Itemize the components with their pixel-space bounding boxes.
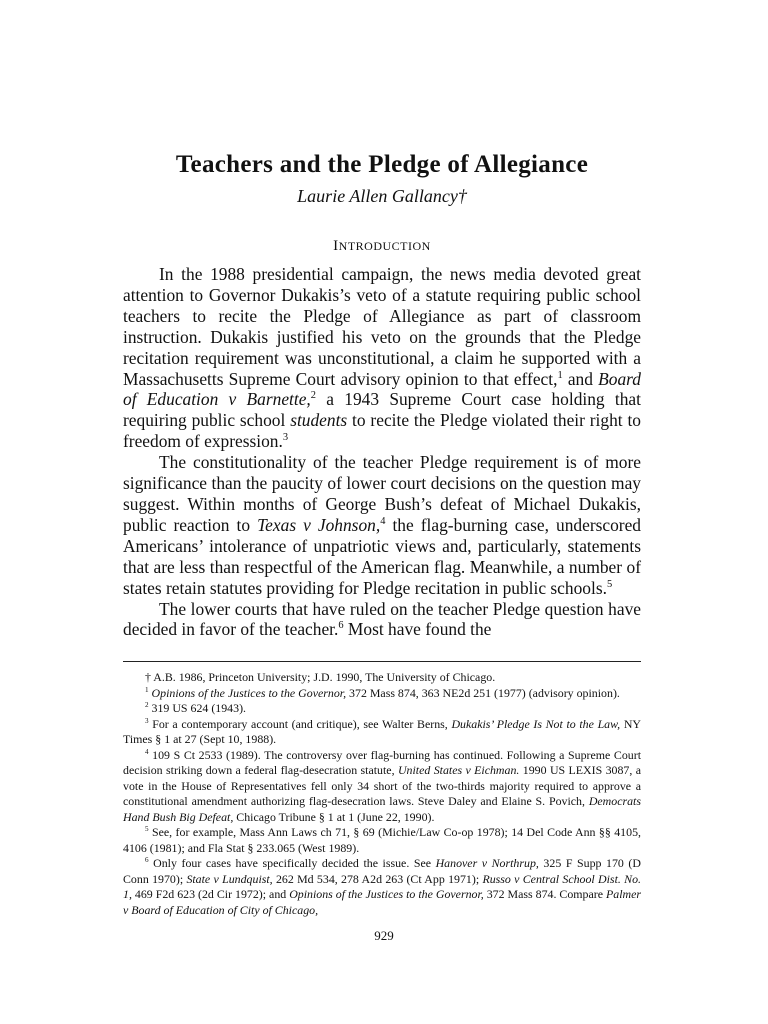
- text-run: and: [562, 368, 599, 389]
- italic-text: Texas v Johnson,: [257, 514, 381, 535]
- italic-text: Democrats Hand Bush Big Defeat,: [123, 794, 641, 824]
- page-number: 929: [374, 928, 394, 943]
- section-heading-initial: I: [333, 238, 339, 254]
- article-title: Teachers and the Pledge of Allegiance: [175, 151, 589, 178]
- section-heading-introduction: [123, 236, 641, 256]
- italic-text: Board of Education v Barnette,: [123, 368, 641, 410]
- footnote-ref: 1: [557, 369, 563, 381]
- text-run: 319 US 624 (1943).: [148, 701, 246, 716]
- article-author: [123, 185, 641, 207]
- text-run: † A.B. 1986, Princeton University; J.D. 1990, The University of Chicago.: [145, 670, 496, 685]
- italic-text: United States v Eichman.: [397, 763, 520, 778]
- italic-text: Dukakis’ Pledge Is Not to the Law,: [451, 716, 621, 731]
- footnote-ref: 4: [380, 516, 386, 528]
- text-run: 372 Mass 874. Compare: [483, 887, 606, 902]
- italic-text: Opinions of the Justices to the Governor,: [151, 685, 347, 700]
- text-run: 372 Mass 874, 363 NE2d 251 (1977) (advisory opinion).: [346, 685, 620, 700]
- italic-text: State v Lundquist,: [186, 871, 273, 886]
- footnote: [123, 748, 641, 826]
- italic-text: Palmer v Board of Education of City of Chicago,: [123, 887, 641, 917]
- text-run: the flag-burning case, underscored Americans’ intolerance of unpatriotic views and, particularly, statements that are less than respectful of the American flag. Meanwhile, a number of states retain statutes providing for Pledge recitation in public schools.: [123, 514, 641, 598]
- footnote-separator: [123, 661, 641, 662]
- text-run: 262 Md 534, 278 A2d 263 (Ct App 1971);: [272, 871, 483, 886]
- footnote: [123, 825, 641, 856]
- text-run: See, for example, Mass Ann Laws ch 71, § 69 (Michie/Law Co-op 1978); 14 Del Code Ann §§ 4105, 4106 (1981); and Fla Stat § 233.065 (West 1989).: [123, 825, 641, 855]
- footnote: [123, 686, 641, 702]
- text-run: to recite the Pledge violated their right to freedom of expression.: [123, 410, 641, 452]
- italic-text: Russo v Central School Dist. No. 1,: [123, 871, 641, 902]
- body-paragraph: [123, 599, 641, 641]
- footnote: [123, 856, 641, 918]
- text-run: NY Times § 1 at 27 (Sept 10, 1988).: [123, 716, 641, 747]
- footnote-ref: 6: [145, 856, 149, 865]
- text-run: In the 1988 presidential campaign, the news media devoted great attention to Governor Dukakis’s veto of a statute requiring public school teachers to recite the Pledge of Allegiance as part of classroom instruction. Dukakis justified his veto on the grounds that the Pledge recitation requirement was unconstitutional, a claim he supported with a Massachusetts Supreme Court advisory opinion to that effect,: [123, 264, 641, 389]
- article-page: [123, 150, 641, 918]
- footnote-ref: 4: [145, 747, 149, 756]
- italic-text: Hanover v Northrup,: [435, 856, 539, 871]
- body-paragraph: [123, 452, 641, 598]
- footnote-ref: 5: [606, 578, 613, 590]
- text-run: 469 F2d 623 (2d Cir 1972); and: [131, 887, 290, 902]
- footnotes: [123, 670, 641, 918]
- section-heading-rest: NTRODUCTION: [338, 239, 431, 253]
- footnote-ref: 1: [145, 685, 149, 694]
- footnote: [123, 701, 641, 717]
- italic-text: students: [290, 410, 348, 431]
- footnote-ref: 2: [145, 701, 149, 710]
- text-run: 109 S Ct 2533 (1989). The controversy over flag-burning has continued. Following a Supreme Court decision striking down a federal flag-desecration statute,: [123, 747, 641, 778]
- italic-text: Opinions of the Justices to the Governor,: [289, 887, 484, 902]
- text-run: Only four cases have specifically decided the issue. See: [148, 856, 436, 871]
- footnote-ref: 3: [145, 716, 149, 725]
- body-paragraph: [123, 264, 641, 452]
- text-run: Most have found the: [343, 619, 492, 640]
- footnote-ref: 2: [310, 390, 316, 402]
- body-text: [123, 264, 641, 640]
- footnote-ref: 5: [145, 825, 149, 834]
- text-run: For a contemporary account (and critique), see Walter Berns,: [148, 716, 452, 731]
- text-run: The lower courts that have ruled on the teacher Pledge question have decided in favor of the teacher.: [123, 598, 641, 640]
- author-name: Laurie Allen Gallancy: [297, 186, 458, 206]
- footnote: [123, 670, 641, 686]
- text-run: 1990 US LEXIS 3087, a vote in the House of Representatives fell only 34 short of the two-thirds majority required to approve a constitutional amendment authorizing flag-desecration laws. Steve Daley and Elaine S. Povich,: [123, 763, 642, 809]
- footnote-ref: 3: [282, 432, 289, 444]
- text-run: 325 F Supp 170 (D Conn 1970);: [123, 856, 641, 886]
- text-run: a 1943 Supreme Court case holding that requiring public school: [123, 389, 641, 431]
- footnote: [123, 717, 641, 748]
- text-run: Chicago Tribune § 1 at 1 (June 22, 1990).: [233, 809, 435, 824]
- author-footnote-mark: †: [457, 186, 467, 206]
- text-run: The constitutionality of the teacher Pledge requirement is of more significance than the paucity of lower court decisions on the question may suggest. Within months of George Bush’s defeat of Michael Dukakis, public reaction to: [123, 452, 641, 535]
- footnote-ref: 6: [338, 620, 344, 632]
